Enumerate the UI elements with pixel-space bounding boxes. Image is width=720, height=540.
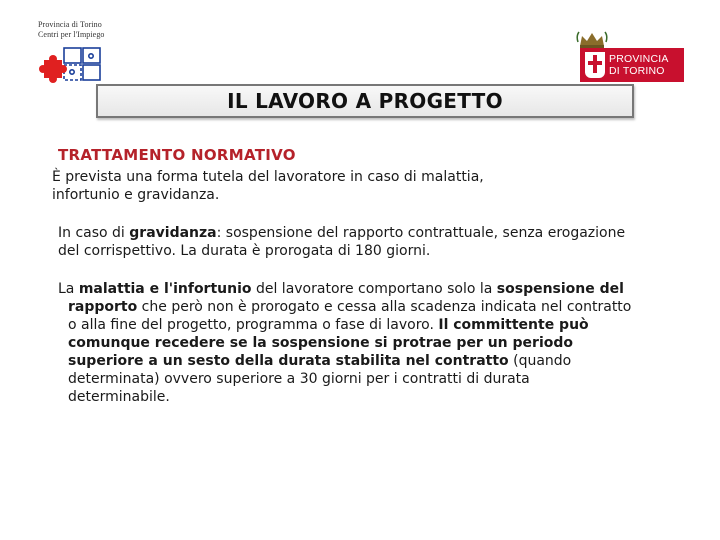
paragraph-tutela	[52, 168, 632, 204]
provincia-di-torino-logo	[576, 28, 688, 84]
right-brand-line2: DI TORINO	[609, 65, 665, 77]
paragraph3-text-c: del lavoratore comportano solo la	[251, 281, 497, 297]
page-title: IL LAVORO A PROGETTO	[227, 89, 503, 113]
slide-content	[52, 146, 632, 406]
paragraph3-text-g: (quando determinata) ovvero superiore a 30 giorni per i contratti di durata determinabile.	[68, 353, 572, 405]
paragraph1-line2: infortunio e gravidanza.	[52, 187, 220, 203]
paragraph3-text-a: La	[58, 281, 79, 297]
section-title: TRATTAMENTO NORMATIVO	[58, 146, 296, 164]
paragraph2-bold-gravidanza: gravidanza	[129, 225, 217, 241]
paragraph3-bold-sospensione: sospensione del rapporto	[68, 281, 624, 315]
paragraph1-line1: È prevista una forma tutela del lavoratore in caso di malattia,	[52, 169, 484, 185]
left-brand-line1: Provincia di Torino	[38, 20, 102, 29]
cross-shield-icon	[585, 52, 605, 78]
crown-emblem-icon	[576, 28, 608, 50]
paragraph2-text-c: : sospensione del rapporto contrattuale, senza erogazione del corrispettivo. La durata è prorogata di 180 giorni.	[58, 225, 626, 259]
paragraph3-bold-malattia: malattia e l'infortunio	[78, 281, 252, 297]
title-banner	[96, 84, 634, 118]
paragraph2-text-a: In caso di	[58, 225, 130, 241]
provincia-centri-impiego-logo	[38, 20, 105, 40]
left-brand-line2: Centri per l'Impiego	[38, 30, 105, 39]
paragraph-malattia	[52, 280, 632, 406]
provincia-badge	[580, 48, 684, 82]
paragraph3-bold-committente: Il committente può comunque recedere se la sospensione si protrae per un periodo superiore a un sesto della durata stabilita nel contratto	[68, 317, 589, 369]
paragraph-gravidanza	[52, 224, 632, 260]
puzzle-pieces-icon	[38, 46, 104, 92]
paragraph3-text-e: che però non è prorogato e cessa alla scadenza indicata nel contratto o alla fine del progetto, programma o fase di lavoro.	[68, 299, 632, 333]
right-brand-line1: PROVINCIA	[609, 53, 669, 65]
